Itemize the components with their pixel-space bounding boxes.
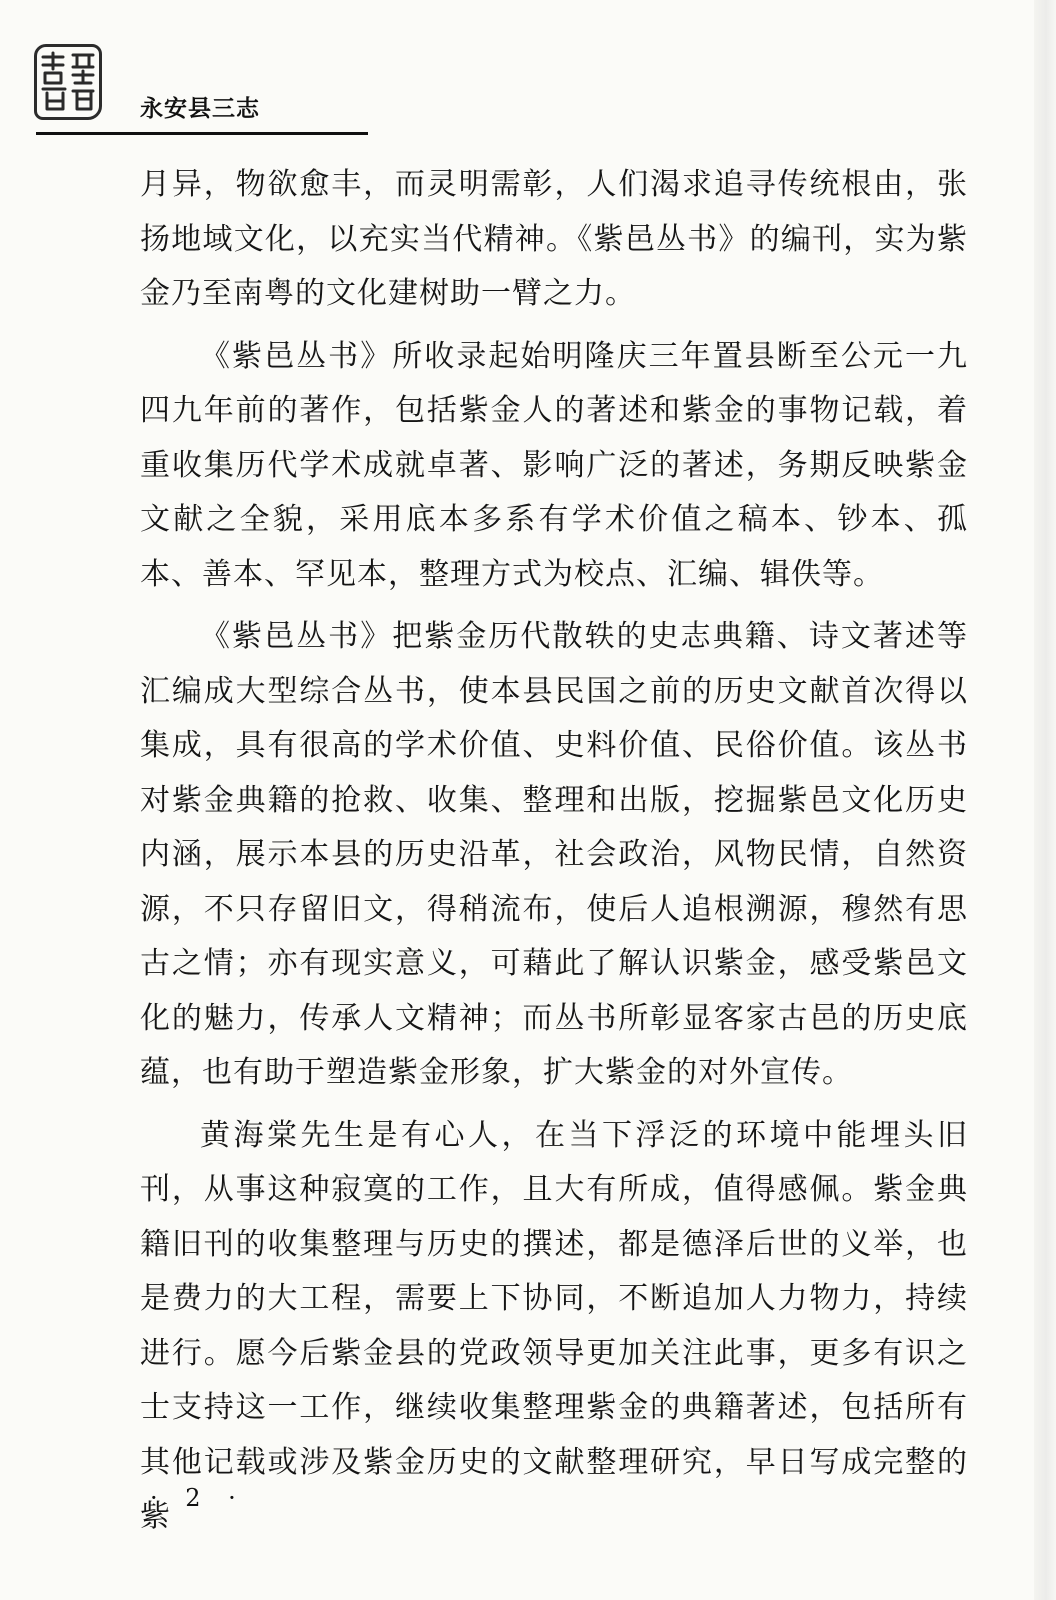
paragraph-continuation: 月异，物欲愈丰，而灵明需彰，人们渴求追寻传统根由，张扬地域文化，以充实当代精神。《紫邑丛书》的编刊，实为紫金乃至南粤的文化建树助一臂之力。 bbox=[140, 167, 968, 311]
running-header-title: 永安县三志 bbox=[140, 96, 260, 122]
paragraph: 黄海棠先生是有心人，在当下浮泛的环境中能埋头旧刊，从事这种寂寞的工作，且大有所成，值得感佩。紫金典籍旧刊的收集整理与历史的撰述，都是德泽后世的义举，也是费力的大工程，需要上下协同，不断追加人力物力，持续进行。愿今后紫金县的党政领导更加关注此事，更多有识之士支持这一工作，继续收集整理紫金的典籍著述，包括所有其他记载或涉及紫金历史的文献整理研究，早日写成完整的紫 bbox=[140, 1117, 968, 1534]
book-seal-logo bbox=[34, 44, 102, 120]
header-rule bbox=[36, 132, 368, 135]
paragraph: 《紫邑丛书》所收录起始明隆庆三年置县断至公元一九四九年前的著作，包括紫金人的著述和紫金的事物记载，着重收集历代学术成就卓著、影响广泛的著述，务期反映紫金文献之全貌，采用底本多系有学术价值之稿本、钞本、孤本、善本、罕见本，整理方式为校点、汇编、辑佚等。 bbox=[140, 338, 968, 592]
body-text bbox=[140, 158, 968, 1553]
page-edge bbox=[1034, 0, 1056, 1600]
paragraph: 《紫邑丛书》把紫金历代散轶的史志典籍、诗文著述等汇编成大型综合丛书，使本县民国之前的历史文献首次得以集成，具有很高的学术价值、史料价值、民俗价值。该丛书对紫金典籍的抢救、收集、整理和出版，挖掘紫邑文化历史内涵，展示本县的历史沿革，社会政治，风物民情，自然资源，不只存留旧文，得稍流布，使后人追根溯源，穆然有思古之情；亦有现实意义，可藉此了解认识紫金，感受紫邑文化的魅力，传承人文精神；而丛书所彰显客家古邑的历史底蕴，也有助于塑造紫金形象，扩大紫金的对外宣传。 bbox=[140, 619, 968, 1090]
page-number: · 2 · bbox=[150, 1484, 246, 1512]
